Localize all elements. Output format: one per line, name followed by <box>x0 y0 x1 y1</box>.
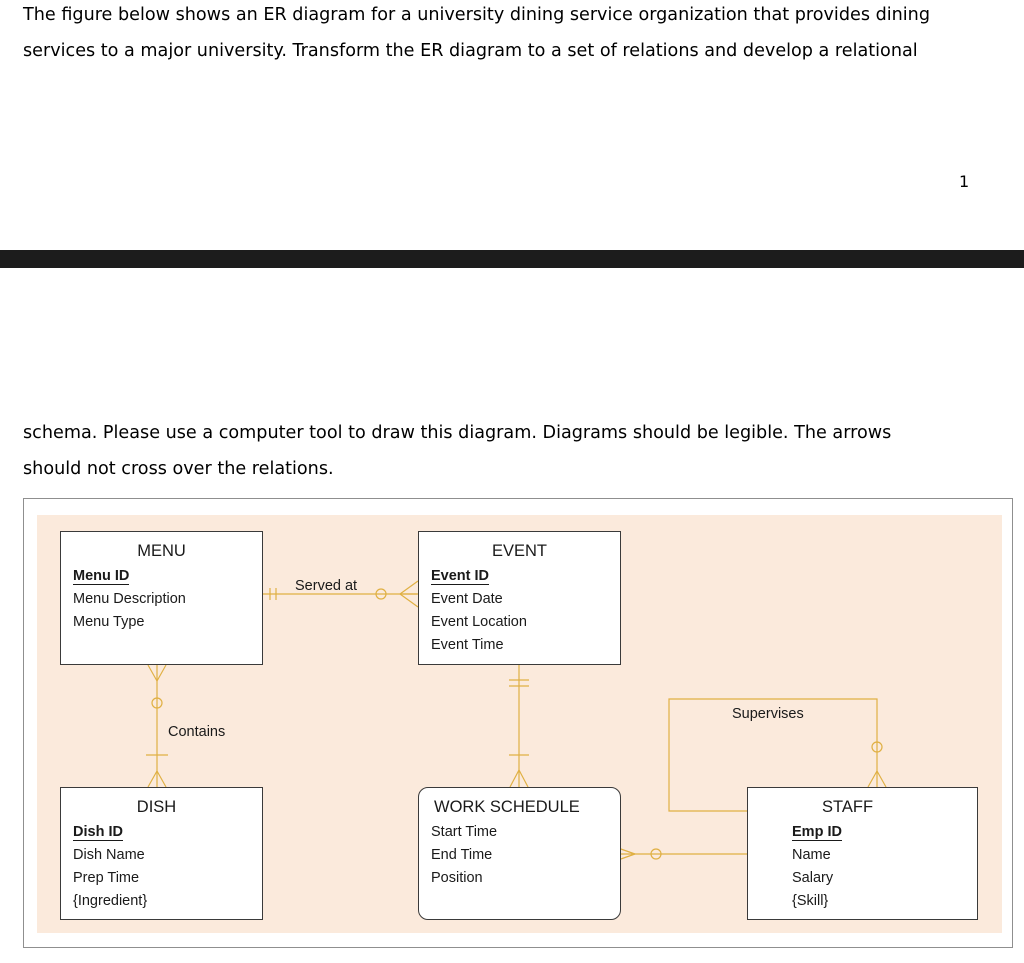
menu-attribute: Menu Type <box>73 614 145 630</box>
staff-attribute: Name <box>792 847 831 863</box>
intro-line-2: services to a major university. Transform the ER diagram to a set of relations and develop a relational <box>23 41 918 61</box>
entity-dish-title: DISH <box>136 798 177 816</box>
instructions-line-1: schema. Please use a computer tool to draw this diagram. Diagrams should be legible. The arrows <box>23 423 892 443</box>
entity-work-schedule <box>418 787 621 920</box>
event-primary-key: Event ID <box>431 568 490 584</box>
staff-attribute: Salary <box>792 870 834 886</box>
dish-primary-key: Dish ID <box>73 824 123 840</box>
entity-staff <box>747 787 978 920</box>
work-schedule-attribute: End Time <box>431 847 493 863</box>
supervises-crowfoot-1 <box>868 771 877 787</box>
supervises-crowfoot-2 <box>877 771 886 787</box>
intro-paragraph <box>23 0 930 69</box>
er-diagram-figure <box>23 498 1013 948</box>
staff-attribute: {Skill} <box>792 893 829 909</box>
entity-work-schedule-title: WORK SCHEDULE <box>434 798 580 816</box>
entity-menu-title: MENU <box>137 542 186 560</box>
page-break-bar <box>0 250 1024 268</box>
relationship-contains-label: Contains <box>168 724 226 740</box>
served-at-crowfoot-3 <box>400 594 418 607</box>
contains-menu-crowfoot-1 <box>148 665 157 681</box>
dish-attribute: Prep Time <box>73 870 140 886</box>
intro-line-1: The figure below shows an ER diagram for a university dining service organization that provides dining <box>23 5 930 25</box>
contains-menu-crowfoot-2 <box>157 665 166 681</box>
event-attribute: Event Time <box>431 637 504 653</box>
dish-attribute: Dish Name <box>73 847 145 863</box>
work-schedule-attribute: Start Time <box>431 824 498 840</box>
event-attribute: Event Date <box>431 591 503 607</box>
entity-staff-title: STAFF <box>822 798 874 816</box>
entity-menu <box>60 531 263 665</box>
contains-dish-crowfoot-2 <box>157 771 166 787</box>
contains-dish-crowfoot-1 <box>148 771 157 787</box>
event-schedule-crowfoot-1 <box>510 770 519 787</box>
entity-dish <box>60 787 263 920</box>
event-attribute: Event Location <box>431 614 527 630</box>
served-at-crowfoot-1 <box>400 581 418 594</box>
menu-attribute: Menu Description <box>73 591 186 607</box>
relationship-supervises-label: Supervises <box>732 706 804 722</box>
dish-attribute: {Ingredient} <box>73 893 148 909</box>
work-schedule-attribute: Position <box>431 870 483 886</box>
event-schedule-crowfoot-2 <box>519 770 528 787</box>
entity-event <box>418 531 621 665</box>
relationship-served-at-label: Served at <box>295 578 358 594</box>
instructions-paragraph <box>23 415 891 487</box>
page-number: 1 <box>959 172 970 191</box>
menu-primary-key: Menu ID <box>73 568 130 584</box>
instructions-line-2: should not cross over the relations. <box>23 459 334 479</box>
staff-primary-key: Emp ID <box>792 824 842 840</box>
entity-event-title: EVENT <box>491 542 547 560</box>
